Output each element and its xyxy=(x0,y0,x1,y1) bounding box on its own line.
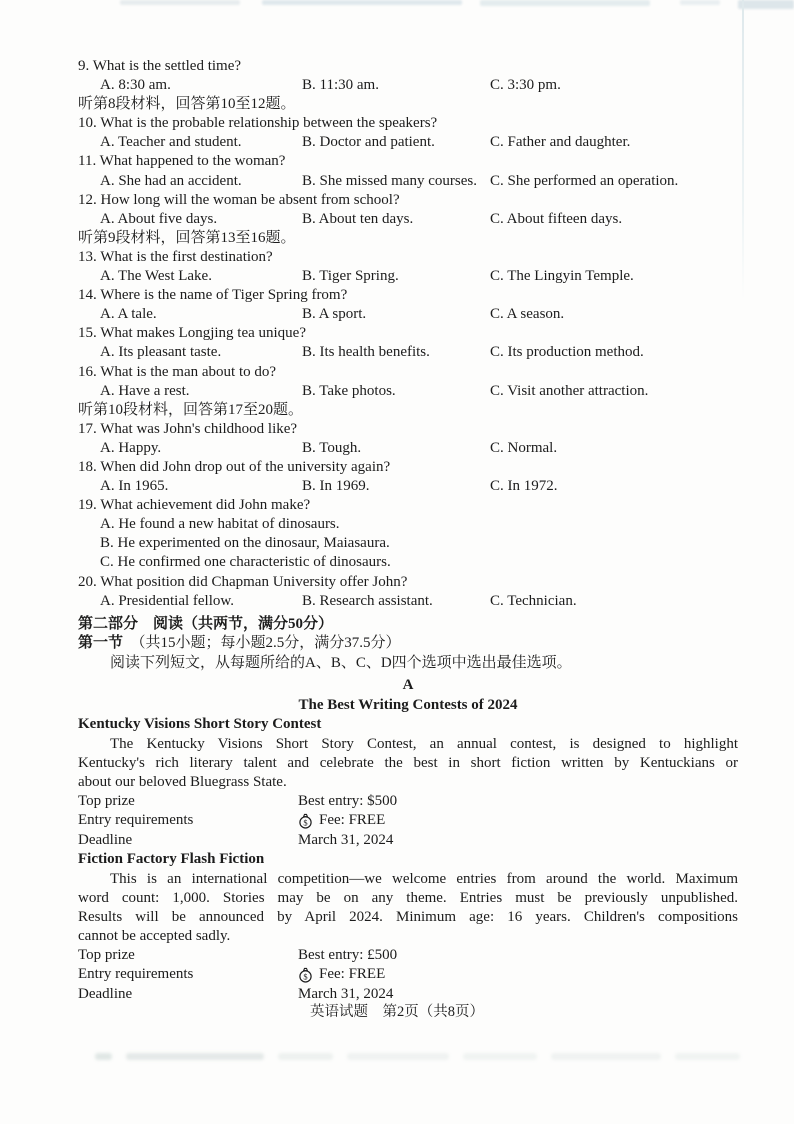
question-stem: 13. What is the first destination? xyxy=(78,248,273,265)
spec-label: Deadline xyxy=(78,985,133,1002)
contest-name: Kentucky Visions Short Story Contest xyxy=(78,716,322,733)
question-option: B. Doctor and patient. xyxy=(302,134,435,151)
question-option: C. She performed an operation. xyxy=(490,172,679,189)
question-options xyxy=(78,172,738,191)
question-option: C. In 1972. xyxy=(490,478,558,495)
question-option: B. Tiger Spring. xyxy=(302,268,399,285)
question-stem: 19. What achievement did John make? xyxy=(78,497,311,514)
question-option: B. 11:30 am. xyxy=(302,77,379,94)
question-options xyxy=(78,305,738,324)
contest-description-line: Results will be announced by April 2024. Minimum age: 16 years. Children's compositions xyxy=(78,908,738,925)
question-options xyxy=(78,439,738,458)
question-option: B. A sport. xyxy=(302,306,367,323)
question-stem: 11. What happened to the woman? xyxy=(78,153,286,170)
money-bag-icon xyxy=(298,812,313,829)
spec-value xyxy=(298,965,738,985)
material-instruction-cn: 听第9段材料，回答第13至16题。 xyxy=(78,229,296,246)
reading-section xyxy=(78,615,738,1005)
scan-smudge xyxy=(480,0,650,6)
spec-value: March 31, 2024 xyxy=(298,831,394,848)
question-option: A. He found a new habitat of dinosaurs. xyxy=(100,516,340,533)
bleed-through-artifact xyxy=(95,1046,740,1066)
question-option: C. Technician. xyxy=(490,592,577,609)
question-option: A. About five days. xyxy=(100,210,218,227)
material-instruction-cn: 听第8段材料，回答第10至12题。 xyxy=(78,96,296,113)
question-option: B. About ten days. xyxy=(302,210,414,227)
svg-text:$: $ xyxy=(303,971,308,982)
contest-description-line: This is an international competition—we welcome entries from around the world. Maximum xyxy=(110,870,738,887)
spec-row xyxy=(78,831,738,851)
part2-heading: 第二部分 阅读（共两节，满分50分） xyxy=(78,615,334,632)
question-stem: 17. What was John's childhood like? xyxy=(78,420,298,437)
question-options xyxy=(78,343,738,362)
question-option: C. The Lingyin Temple. xyxy=(490,268,634,285)
material-instruction-cn: 听第10段材料，回答第17至20题。 xyxy=(78,401,304,418)
question-stem: 14. Where is the name of Tiger Spring from? xyxy=(78,287,348,304)
contest-description-line: Kentucky's rich literary talent and celebrate the best in short fiction written by Kentuckians or xyxy=(78,754,738,771)
question-options xyxy=(78,210,738,229)
spec-label: Top prize xyxy=(78,792,135,809)
question-option: C. He confirmed one characteristic of dinosaurs. xyxy=(100,554,391,571)
question-stem: 18. When did John drop out of the university again? xyxy=(78,458,391,475)
money-bag-icon xyxy=(298,966,313,983)
question-stem: 15. What makes Longjing tea unique? xyxy=(78,325,306,342)
spec-value: Best entry: £500 xyxy=(298,946,398,963)
question-option: B. Tough. xyxy=(302,439,362,456)
question-option: A. Have a rest. xyxy=(100,382,190,399)
question-option: A. Presidential fellow. xyxy=(100,592,234,609)
spec-value-text: Fee: FREE xyxy=(319,812,386,829)
question-options xyxy=(78,592,738,611)
question-options xyxy=(78,382,738,401)
contest-description-line: about our beloved Bluegrass State. xyxy=(78,773,287,790)
scan-smudge xyxy=(680,0,720,5)
section1-label: 第一节 xyxy=(78,635,124,652)
question-option: C. A season. xyxy=(490,306,565,323)
question-option: B. Research assistant. xyxy=(302,592,433,609)
listening-section xyxy=(78,57,738,611)
spec-value xyxy=(298,811,738,831)
question-option: C. Its production method. xyxy=(490,344,644,361)
question-option: A. The West Lake. xyxy=(100,268,212,285)
question-option: A. Its pleasant taste. xyxy=(100,344,222,361)
question-options xyxy=(78,267,738,286)
question-stem: 9. What is the settled time? xyxy=(78,58,242,74)
question-option: A. Teacher and student. xyxy=(100,134,242,151)
spec-label: Entry requirements xyxy=(78,812,194,829)
passage-label: A xyxy=(402,677,414,694)
scan-smudge xyxy=(120,0,240,5)
reading-instruction: 阅读下列短文，从每题所给的A、B、C、D四个选项中选出最佳选项。 xyxy=(110,654,572,671)
spec-row xyxy=(78,811,738,831)
question-option: B. In 1969. xyxy=(302,478,370,495)
question-stem: 12. How long will the woman be absent from school? xyxy=(78,191,400,208)
question-option: C. Normal. xyxy=(490,439,558,456)
question-option: B. Its health benefits. xyxy=(302,344,430,361)
question-option: A. Happy. xyxy=(100,439,162,456)
spec-value: Best entry: $500 xyxy=(298,792,398,809)
question-option: A. 8:30 am. xyxy=(100,77,171,94)
page-content xyxy=(78,57,738,1004)
question-option: A. A tale. xyxy=(100,306,157,323)
question-option: C. 3:30 pm. xyxy=(490,77,561,94)
passage-title: The Best Writing Contests of 2024 xyxy=(298,696,518,713)
question-options xyxy=(78,76,738,95)
spec-value-text: Fee: FREE xyxy=(319,966,386,983)
question-option: C. Visit another attraction. xyxy=(490,382,649,399)
spec-label: Deadline xyxy=(78,831,133,848)
page-footer: 英语试题 第2页（共8页） xyxy=(310,1004,484,1020)
question-options xyxy=(78,477,738,496)
section1-info: （共15小题；每小题2.5分，满分37.5分） xyxy=(123,635,401,652)
question-option: B. Take photos. xyxy=(302,382,396,399)
contest-description-line: word count: 1,000. Stories may be on any theme. Entries must be previously unpublished. xyxy=(78,889,738,906)
spec-row xyxy=(78,965,738,985)
question-option: A. In 1965. xyxy=(100,478,169,495)
scan-smudge xyxy=(262,0,462,5)
section1-heading xyxy=(78,634,738,654)
scan-edge-line xyxy=(742,0,744,300)
spec-row xyxy=(78,946,738,966)
question-option: A. She had an accident. xyxy=(100,172,242,189)
question-option: B. He experimented on the dinosaur, Maiasaura. xyxy=(100,535,390,552)
contest-description-line: The Kentucky Visions Short Story Contest, an annual contest, is designed to highlight xyxy=(110,735,738,752)
contest-name: Fiction Factory Flash Fiction xyxy=(78,851,265,868)
spec-value: March 31, 2024 xyxy=(298,985,394,1002)
spec-row xyxy=(78,792,738,812)
question-options xyxy=(78,133,738,152)
question-stem: 20. What position did Chapman University offer John? xyxy=(78,573,408,590)
question-option: C. Father and daughter. xyxy=(490,134,631,151)
spec-label: Entry requirements xyxy=(78,966,194,983)
question-stem: 10. What is the probable relationship between the speakers? xyxy=(78,115,438,132)
question-option: C. About fifteen days. xyxy=(490,210,623,227)
svg-text:$: $ xyxy=(303,817,308,828)
spec-label: Top prize xyxy=(78,946,135,963)
question-stem: 16. What is the man about to do? xyxy=(78,363,277,380)
scan-smudge xyxy=(738,0,794,9)
question-option: B. She missed many courses. xyxy=(302,172,477,189)
contest-description-line: cannot be accepted sadly. xyxy=(78,927,231,944)
